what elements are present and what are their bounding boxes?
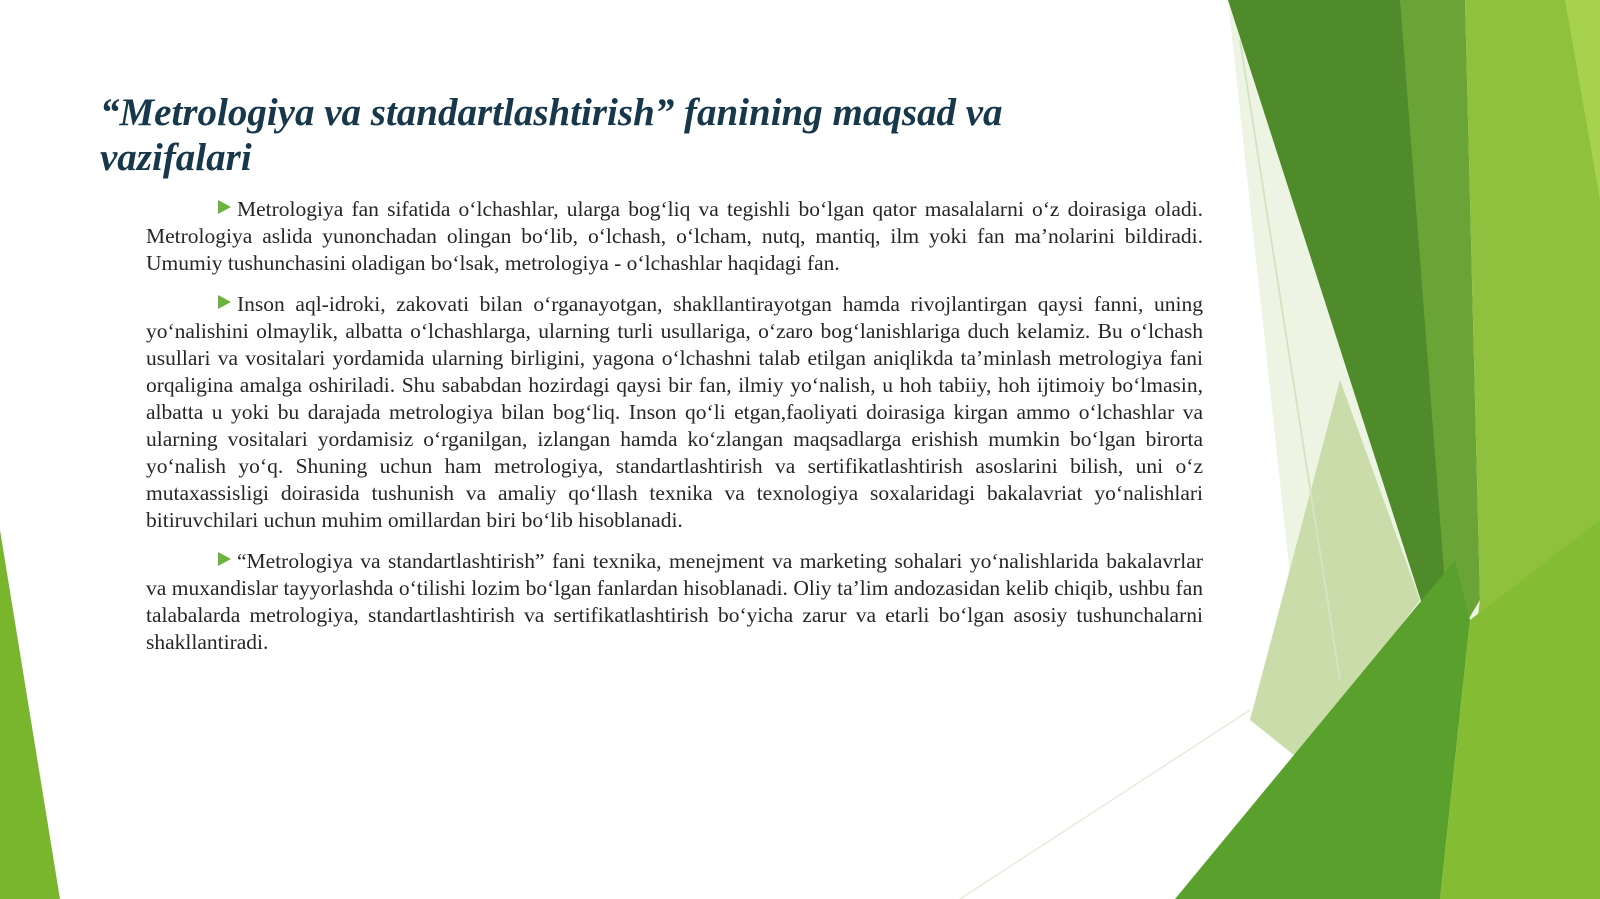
paragraph-text: Metrologiya fan sifatida o‘lchashlar, ularga bog‘liq va tegishli bo‘lgan qator masalalarni o‘z doirasiga oladi. Metrologiya aslida yunonchadan olingan bo‘lib, o‘lchash, o‘lcham, nutq, mantiq, ilm yoki fan ma’nolarini bildiradi. Umumiy tushunchasini oladigan bo‘lsak, metrologiya - o‘lchashlar haqidagi fan.: [146, 197, 1203, 275]
paragraph-text: “Metrologiya va standartlashtirish” fani texnika, menejment va marketing sohalari yo‘nalishlarida bakalavrlar va muxandislar tayyorlashda o‘tilishi lozim bo‘lgan fanlardan hisoblanadi. Oliy ta’lim andozasidan kelib chiqib, ushbu fan talabalarda metrologiya, standartlashtirish va sertifikatlashtirish bo‘yicha zarur va etarli bo‘lgan asosiy tushunchalarni shakllantiradi.: [146, 549, 1203, 654]
slide-body: [146, 196, 1203, 670]
left-green-sliver: [0, 530, 60, 899]
paragraph-text: Inson aql-idroki, zakovati bilan o‘rganayotgan, shakllantirayotgan hamda rivojlantirgan qaysi fanni, uning yo‘nalishini olmaylik, albatta o‘lchashlarga, ularning turli usullariga, o‘zaro bog‘lanishlariga duch kelamiz. Bu o‘lchash usullari va vositalari yordamida ularning birligini, yagona o‘lchashni talab etilgan aniqlikda ta’minlash metrologiya fani orqaligina amalga oshiriladi. Shu sababdan hozirdagi qaysi bir fan, ilmiy yo‘nalish, u hoh tabiiy, hoh ijtimoiy bo‘lmasin, albatta u yoki bu darajada metrologiya bilan bog‘liq. Inson qo‘li etgan,faoliyati doirasiga kirgan ammo o‘lchashlar va ularning vositalari yordamisiz o‘rganilgan, izlangan hamda ko‘zlangan maqsadlarga erishish mumkin bo‘lgan birorta yo‘nalish yo‘q. Shuning uchun ham metrologiya, standartlashtirish va sertifikatlashtirish asoslarini bilish, uni o‘z mutaxassisligi doirasida tushunish va amaliy qo‘llash texnika va texnologiya soxalaridagi bakalavriat yo‘nalishlari bitiruvchilari uchun muhim omillardan biri bo‘lib hisoblanadi.: [146, 292, 1203, 532]
slide-title: “Metrologiya va standartlashtirish” fanining maqsad va vazifalari: [100, 91, 1003, 179]
triangle-bullet-icon: [218, 200, 231, 214]
paragraph-3: [146, 548, 1203, 656]
paragraph-1: [146, 196, 1203, 277]
triangle-bullet-icon: [218, 295, 231, 309]
triangle-bullet-icon: [218, 552, 231, 566]
paragraph-2: [146, 291, 1203, 534]
